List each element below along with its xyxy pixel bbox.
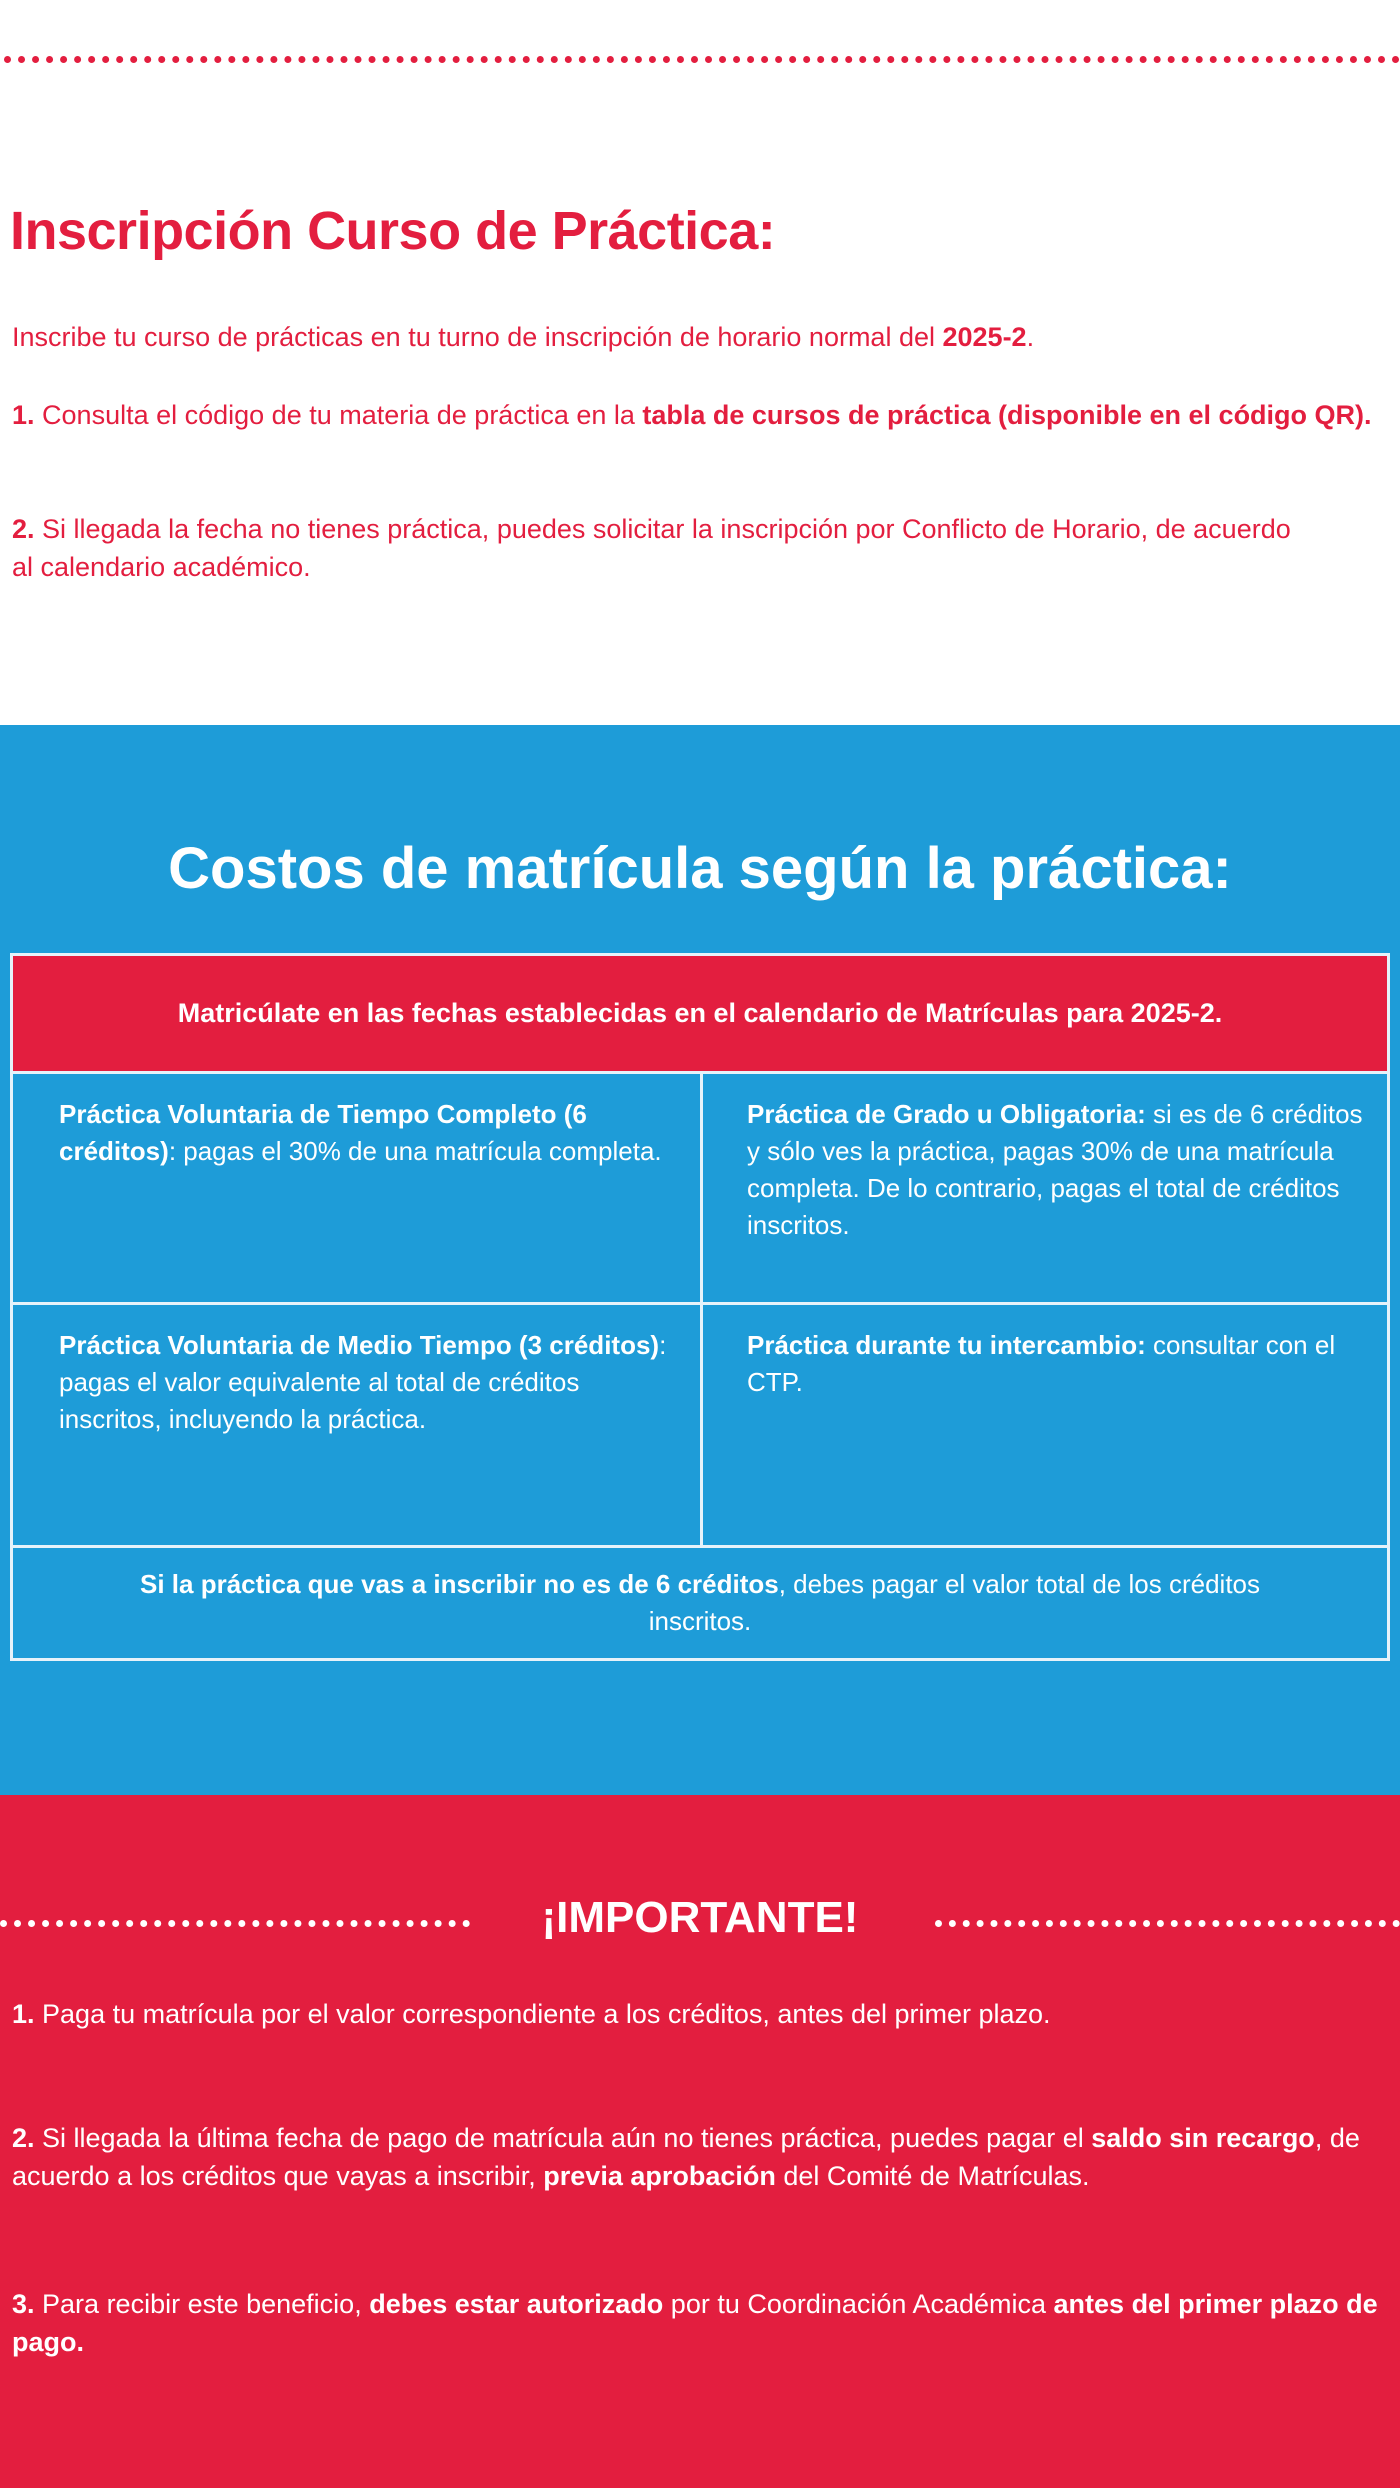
table-header: Matricúlate en las fechas establecidas en el calendario de Matrículas para 2025-2.: [13, 956, 1387, 1074]
item-text: del Comité de Matrículas.: [775, 2161, 1090, 2191]
cell-text: : pagas el valor equivalente al total de créditos inscritos, incluyendo la práctica.: [59, 1330, 667, 1434]
important-item-3: [12, 2285, 1397, 2361]
step-text: Consulta el código de tu materia de práctica en la: [34, 400, 643, 430]
cell-title: Práctica Voluntaria de Medio Tiempo (3 créditos): [59, 1330, 660, 1360]
item-highlight: antes del primer plazo de pago.: [12, 2289, 1378, 2357]
intro-body: Inscribe tu curso de prácticas en tu turno de inscripción de horario normal del: [12, 322, 943, 352]
page-title: Inscripción Curso de Práctica:: [10, 201, 776, 261]
inscripcion-section: [0, 0, 1400, 725]
item-number: 2.: [12, 2123, 35, 2153]
cell-text: si es de 6 créditos y sólo ves la práctica, pagas 30% de una matrícula completa. De lo contrario, pagas el total de créditos inscritos.: [747, 1099, 1363, 1240]
table-footer: [13, 1548, 1387, 1658]
cell-text: consultar con el CTP.: [747, 1330, 1336, 1397]
item-highlight: previa aprobación: [543, 2161, 776, 2191]
table-cell: [700, 1305, 1387, 1545]
item-highlight: saldo sin recargo: [1091, 2123, 1315, 2153]
intro-period: 2025-2: [942, 322, 1027, 352]
importante-section: [0, 1795, 1400, 2488]
cell-title: Práctica de Grado u Obligatoria:: [747, 1099, 1146, 1129]
item-number: 3.: [12, 2289, 35, 2319]
item-highlight: debes estar autorizado: [369, 2289, 664, 2319]
table-row: [13, 1305, 1387, 1548]
costos-table: [10, 953, 1390, 1661]
step-1: [12, 396, 1392, 434]
cell-title: Práctica Voluntaria de Tiempo Completo (6 créditos): [59, 1099, 587, 1166]
table-cell: [700, 1074, 1387, 1302]
step-text: Si llegada la fecha no tienes práctica, puedes solicitar la inscripción por Conflicto de Horario, de acuerdo al calendario académico.: [12, 514, 1291, 582]
item-text: Paga tu matrícula por el valor correspondiente a los créditos, antes del primer plazo.: [34, 1999, 1051, 2029]
important-item-1: [12, 1995, 1342, 2033]
item-text: por tu Coordinación Académica: [663, 2289, 1054, 2319]
item-text: Para recibir este beneficio,: [34, 2289, 370, 2319]
dotted-divider: [4, 56, 1400, 63]
importante-heading: [0, 1893, 1400, 1963]
step-2: [12, 510, 1312, 586]
intro-end: .: [1026, 322, 1035, 352]
important-item-2: [12, 2119, 1372, 2195]
step-number: 1.: [12, 400, 35, 430]
step-number: 2.: [12, 514, 35, 544]
dotted-divider-right: [935, 1920, 1400, 1927]
cell-title: Práctica durante tu intercambio:: [747, 1330, 1146, 1360]
costos-title: Costos de matrícula según la práctica:: [168, 836, 1232, 901]
table-row: [13, 1074, 1387, 1305]
step-highlight: tabla de cursos de práctica (disponible en el código QR).: [642, 400, 1372, 430]
footer-highlight: Si la práctica que vas a inscribir no es de 6 créditos: [140, 1569, 779, 1599]
intro-text: [12, 318, 1392, 356]
footer-text: , debes pagar el valor total de los créditos inscritos.: [648, 1569, 1260, 1636]
item-text: Si llegada la última fecha de pago de matrícula aún no tienes práctica, puedes pagar el: [34, 2123, 1092, 2153]
costos-section: [0, 725, 1400, 1795]
table-cell: [13, 1074, 700, 1302]
table-cell: [13, 1305, 700, 1545]
item-text: , de acuerdo a los créditos que vayas a inscribir,: [12, 2123, 1360, 2191]
item-number: 1.: [12, 1999, 35, 2029]
importante-title: ¡IMPORTANTE!: [541, 1893, 859, 1942]
cell-text: : pagas el 30% de una matrícula completa.: [168, 1136, 662, 1166]
